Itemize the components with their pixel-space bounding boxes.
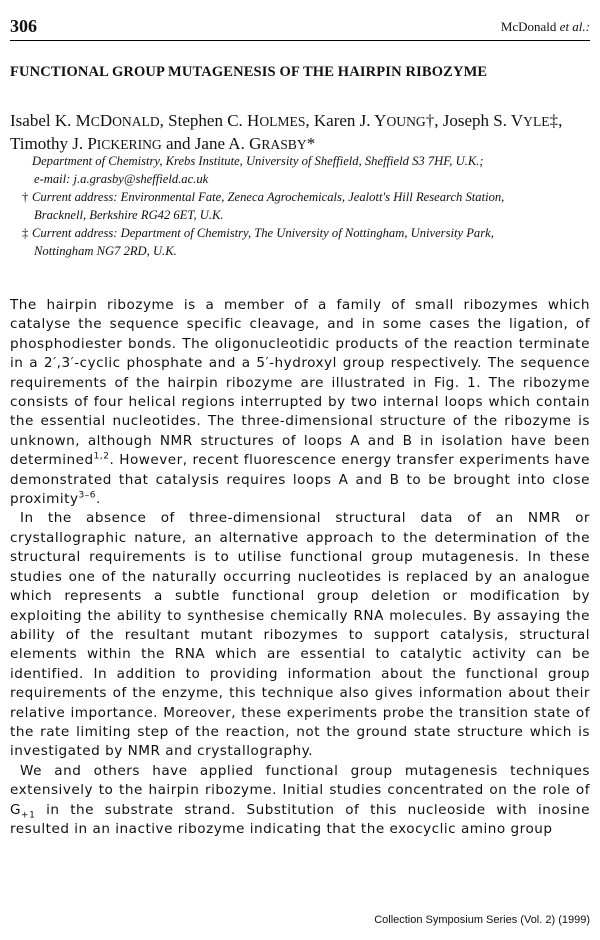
running-head (501, 19, 590, 35)
citation-ref: 1,2 (93, 451, 110, 462)
citation-ref: 3–6 (78, 490, 96, 501)
page-footer: Collection Symposium Series (Vol. 2) (1999) (374, 914, 590, 926)
author-email: e-mail: j.a.grasby@sheffield.ac.uk (34, 172, 209, 186)
affiliation-line (34, 170, 590, 188)
running-header (10, 14, 590, 41)
affiliation-line: † Current address: Environmental Fate, Zeneca Agrochemicals, Jealott's Hill Research Station, (22, 190, 505, 204)
affiliation-line: Bracknell, Berkshire RG42 6ET, U.K. (34, 208, 224, 222)
paragraph: In the absence of three-dimensional structural data of an NMR or crystallographic nature, an alternative approach to the determination of the structural requirements is to utilise functional group mutagenesis. In these studies one of the naturally occurring nucleotides is replaced by an analogue which represents a subtle functional group deletion or modification by exploiting the ability to synthesise chemically RNA molecules. By assaying the ability of the resultant mutant ribozymes to support catalysis, structural elements within the RNA which are essential to catalytic activity can be identified. In addition to providing information about the functional group requirements of the enzyme, this technique also gives information about their relative importance. Moreover, these experiments probe the transition state of the rate limiting step of the reaction, not the ground state structure which is investigated by NMR and crystallography. (10, 510, 590, 760)
affiliation-line: Nottingham NG7 2RD, U.K. (34, 244, 177, 258)
author-list: Isabel K. MCDONALD, Stephen C. HOLMES, Karen J. YOUNG†, Joseph S. VYLE‡, Timothy J. PICKERING and Jane A. GRASBY* (10, 111, 563, 153)
subscript: +1 (21, 810, 36, 821)
affiliations (22, 152, 590, 260)
running-head-author: McDonald (500, 19, 557, 34)
page-number: 306 (10, 16, 37, 36)
paragraph: We and others have applied functional group mutagenesis techniques extensively to the hairpin ribozyme. Initial studies concentrated on the role of $G_{+1}$ in the substrate strand. Substitution of this nucleoside with inosine resulted in an inactive ribozyme indicating that the exocyclic amino group (10, 762, 590, 837)
paper-title: FUNCTIONAL GROUP MUTAGENESIS OF THE HAIRPIN RIBOZYME (10, 64, 488, 80)
affiliation-line: Department of Chemistry, Krebs Institute, University of Sheffield, Sheffield S3 7HF, U.K.; (32, 154, 484, 168)
running-head-etal: et al.: (559, 19, 590, 34)
paragraph: The hairpin ribozyme is a member of a family of small ribozymes which catalyse the sequence specific cleavage, and in some cases the ligation, of phosphodiester bonds. The oligonucleotidic products of the reaction terminate in a 2′,3′-cyclic phosphate and a 5′-hydroxyl group respectively. The sequence requirements of the hairpin ribozyme are illustrated in Fig. 1. The ribozyme consists of four helical regions interrupted by two internal loops which contain the essential nucleotides. The three-dimensional structure of the ribozyme is unknown, although NMR structures of loops A and B in isolation have been determined$^{1,2}$. However, recent fluorescence energy transfer experiments have demonstrated that catalysis requires loops A and B to be brought into close proximity$^{3-6}$. (10, 297, 590, 508)
affiliation-line: ‡ Current address: Department of Chemistry, The University of Nottingham, University Park, (22, 226, 494, 240)
body-text (10, 296, 590, 839)
